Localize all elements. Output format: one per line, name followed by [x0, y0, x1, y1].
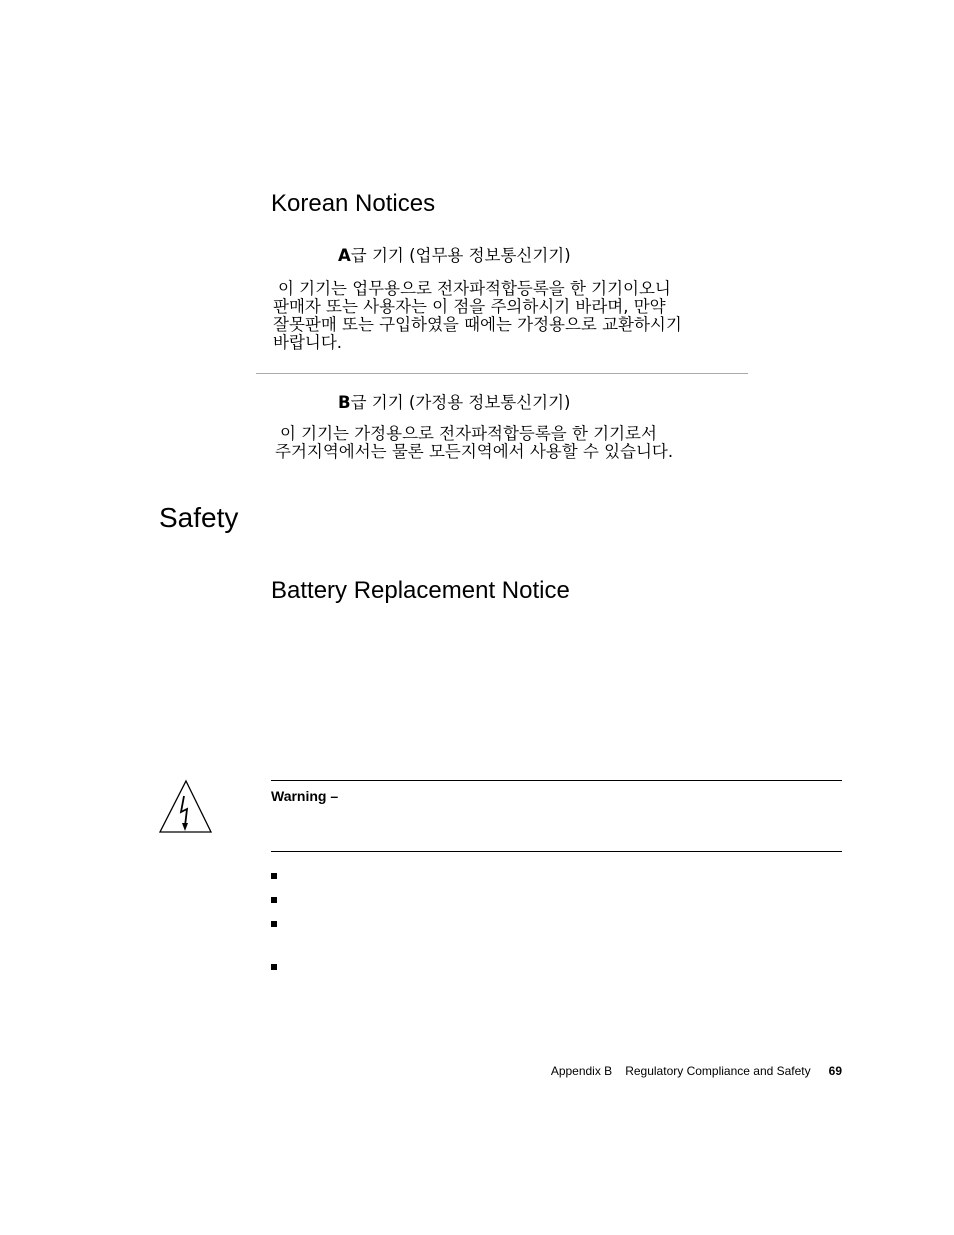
- warning-label: Warning –: [271, 788, 339, 804]
- warning-top-rule: [271, 780, 842, 781]
- list-bullet: [271, 897, 277, 903]
- list-bullet: [271, 921, 277, 927]
- class-b-letter: B: [338, 393, 351, 412]
- electric-hazard-warning-icon: [158, 779, 214, 835]
- page-footer: [551, 1064, 842, 1078]
- class-a-letter: A: [338, 246, 351, 265]
- korean-notice-image: [256, 240, 748, 470]
- class-b-line: 주거지역에서는 물론 모든지역에서 사용할 수 있습니다.: [275, 442, 674, 461]
- class-a-line: 이 기기는 업무용으로 전자파적합등록을 한 기기이오니: [278, 279, 671, 298]
- class-a-line: 바랍니다.: [273, 333, 343, 352]
- class-b-line: 이 기기는 가정용으로 전자파적합등록을 한 기기로서: [280, 424, 657, 443]
- section-heading-korean-notices: Korean Notices: [271, 190, 436, 217]
- page-number: 69: [828, 1064, 842, 1078]
- class-a-label-text: 급 기기 (업무용 정보통신기기): [350, 246, 571, 265]
- footer-appendix: Appendix B: [550, 1064, 613, 1078]
- notice-divider: [256, 373, 748, 374]
- class-b-label: [338, 389, 570, 413]
- class-a-line: 잘못판매 또는 구입하였을 때에는 가정용으로 교환하시기: [273, 315, 682, 334]
- warning-bottom-rule: [271, 851, 842, 852]
- list-bullet: [271, 873, 277, 879]
- section-heading-safety: Safety: [159, 502, 239, 533]
- footer-title: Regulatory Compliance and Safety: [625, 1064, 811, 1078]
- class-a-label: [338, 242, 571, 266]
- class-b-label-text: 급 기기 (가정용 정보통신기기): [350, 393, 571, 412]
- section-heading-battery-replacement: Battery Replacement Notice: [271, 577, 570, 604]
- class-a-line: 판매자 또는 사용자는 이 점을 주의하시기 바라며, 만약: [273, 297, 666, 316]
- list-bullet: [271, 964, 277, 970]
